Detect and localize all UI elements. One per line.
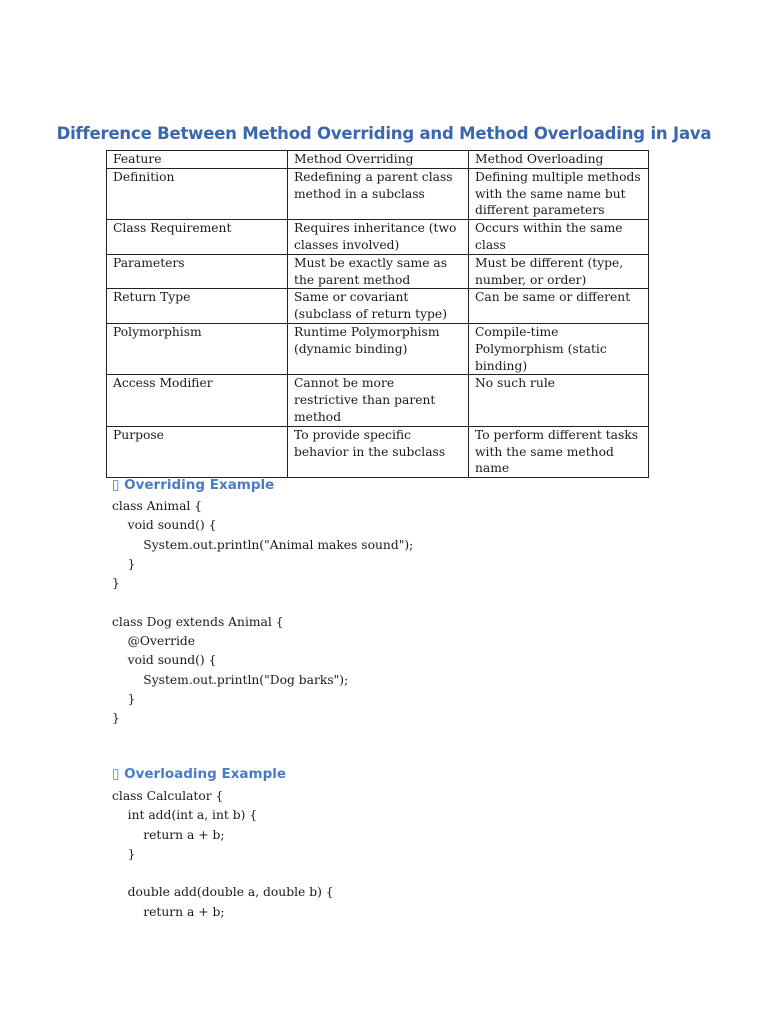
overriding-example-heading: ▯ Overriding Example: [112, 477, 275, 493]
table-cell: Defining multiple methods with the same name but different parameters: [469, 168, 649, 219]
header-cell-overriding: Method Overriding: [288, 151, 469, 169]
table-cell: Parameters: [107, 254, 288, 289]
table-row: [107, 375, 649, 426]
table-row: [107, 289, 649, 324]
table-cell: Purpose: [107, 426, 288, 477]
table-body: [107, 151, 649, 478]
table-cell: Can be same or different: [469, 289, 649, 324]
table-cell: To provide specific behavior in the subclass: [288, 426, 469, 477]
header-cell-feature: Feature: [107, 151, 288, 169]
table-cell: Cannot be more restrictive than parent method: [288, 375, 469, 426]
table-cell: Occurs within the same class: [469, 220, 649, 255]
table-cell: Return Type: [107, 289, 288, 324]
comparison-table: [106, 150, 649, 478]
document-title: Difference Between Method Overriding and Method Overloading in Java: [56, 124, 712, 143]
table-cell: No such rule: [469, 375, 649, 426]
table-cell: Access Modifier: [107, 375, 288, 426]
table-cell: Class Requirement: [107, 220, 288, 255]
table-cell: Runtime Polymorphism (dynamic binding): [288, 323, 469, 374]
table-row: [107, 168, 649, 219]
table-row: [107, 220, 649, 255]
table-cell: To perform different tasks with the same method name: [469, 426, 649, 477]
table-cell: Same or covariant (subclass of return type): [288, 289, 469, 324]
table-row: [107, 323, 649, 374]
table-row: [107, 254, 649, 289]
table-cell: Must be different (type, number, or order): [469, 254, 649, 289]
overloading-example-heading: ▯ Overloading Example: [112, 766, 287, 782]
table-cell: Must be exactly same as the parent method: [288, 254, 469, 289]
table-cell: Definition: [107, 168, 288, 219]
overloading-code-block: class Calculator { int add(int a, int b) { return a + b; } double add(double a, double b) { return a + b;: [112, 789, 334, 919]
table-cell: Redefining a parent class method in a subclass: [288, 168, 469, 219]
table-cell: Requires inheritance (two classes involved): [288, 220, 469, 255]
table-header-row: [107, 151, 649, 169]
header-cell-overloading: Method Overloading: [469, 151, 649, 169]
table-row: [107, 426, 649, 477]
table-cell: Compile-time Polymorphism (static binding): [469, 323, 649, 374]
table-cell: Polymorphism: [107, 323, 288, 374]
overriding-code-block: class Animal { void sound() { System.out.println("Animal makes sound"); } } class Dog extends Animal { @Override void sound() { System.out.println("Dog barks"); } }: [112, 499, 414, 726]
